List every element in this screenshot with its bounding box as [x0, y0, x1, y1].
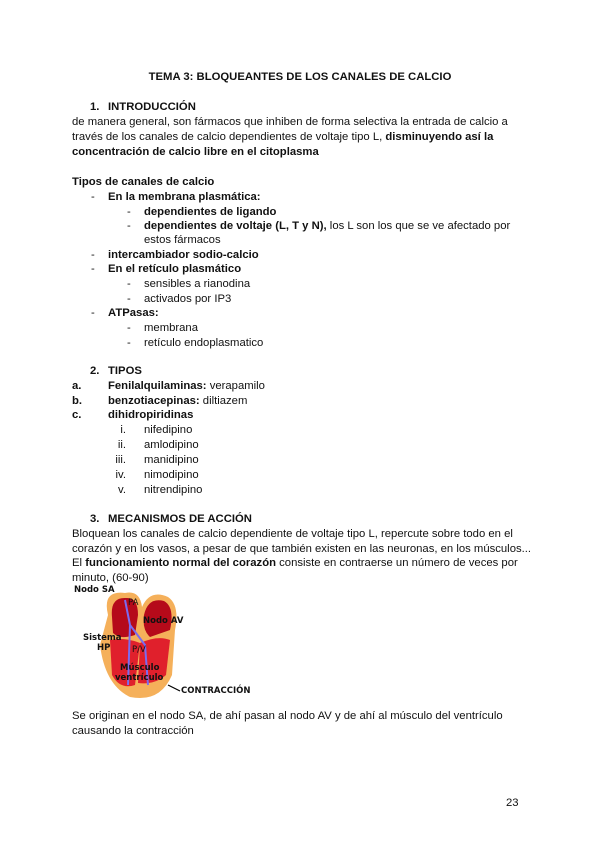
- label-ventriculo: ventrículo: [115, 673, 164, 683]
- paragraph-line: Bloquean los canales de calcio dependiente de voltaje tipo L, repercute sobre todo en el: [72, 528, 513, 540]
- heading-tipos: 2. TIPOS: [90, 365, 142, 377]
- label-pa: PA: [128, 598, 139, 608]
- paragraph-line: corazón y en los vasos, a pesar de que también existen en las neuronas, en los músculos...: [72, 543, 532, 555]
- list-item: nifedipino: [144, 424, 193, 436]
- list-item: - membrana: [127, 322, 198, 334]
- label-nodo-av: Nodo AV: [143, 616, 184, 626]
- list-item: nimodipino: [144, 469, 199, 481]
- subheading-tipos-canales: Tipos de canales de calcio: [72, 176, 215, 188]
- list-item: - En la membrana plasmática:: [91, 191, 261, 203]
- list-item: b. benzotiacepinas: diltiazem: [72, 395, 248, 407]
- heading-mecanismos: 3. MECANISMOS DE ACCIÓN: [90, 513, 252, 525]
- list-marker: iv.: [115, 469, 126, 481]
- list-item: - sensibles a rianodina: [127, 278, 251, 290]
- list-item: - activados por IP3: [127, 293, 232, 305]
- list-item: - dependientes de voltaje (L, T y N), los L son los que se ve afectado por: [127, 220, 511, 232]
- list-marker: i.: [120, 424, 126, 436]
- list-item: a. Fenilalquilaminas: verapamilo: [72, 380, 265, 392]
- list-marker: ii.: [117, 439, 126, 451]
- label-pv: P/V: [132, 645, 146, 655]
- paragraph-line: causando la contracción: [72, 725, 194, 737]
- list-item: - intercambiador sodio-calcio: [91, 249, 259, 261]
- label-contraccion: CONTRACCIÓN: [181, 686, 251, 696]
- paragraph-line: concentración de calcio libre en el citoplasma: [72, 146, 319, 158]
- paragraph-line: minuto, (60-90): [72, 572, 149, 584]
- list-item: - ATPasas:: [91, 307, 159, 319]
- label-musculo: Músculo: [120, 663, 160, 673]
- list-marker: iii.: [115, 454, 126, 466]
- list-item: - dependientes de ligando: [127, 206, 277, 218]
- list-item: manidipino: [144, 454, 199, 466]
- paragraph-line: de manera general, son fármacos que inhiben de forma selectiva la entrada de calcio a: [72, 116, 508, 128]
- paragraph-line: Se originan en el nodo SA, de ahí pasan al nodo AV y de ahí al músculo del ventrículo: [72, 710, 503, 722]
- list-item-continuation: estos fármacos: [144, 234, 221, 246]
- list-item: amlodipino: [144, 439, 199, 451]
- page-number: 23: [506, 797, 519, 809]
- heart-conduction-diagram: [74, 585, 280, 703]
- label-hp: HP: [97, 643, 111, 653]
- document-title: TEMA 3: BLOQUEANTES DE LOS CANALES DE CALCIO: [148, 71, 452, 83]
- label-sistema: Sistema: [83, 633, 122, 643]
- heading-introduccion: 1. INTRODUCCIÓN: [90, 101, 196, 113]
- list-item: c. dihidropiridinas: [72, 409, 194, 421]
- list-item: - En el retículo plasmático: [91, 263, 242, 275]
- label-nodo-sa: Nodo SA: [74, 585, 115, 595]
- paragraph-line: El funcionamiento normal del corazón consiste en contraerse un número de veces por: [72, 557, 518, 569]
- list-item: - retículo endoplasmatico: [127, 337, 264, 349]
- list-marker: v.: [118, 484, 126, 496]
- paragraph-line: través de los canales de calcio dependientes de voltaje tipo L, disminuyendo así la: [72, 131, 494, 143]
- list-item: nitrendipino: [144, 484, 203, 496]
